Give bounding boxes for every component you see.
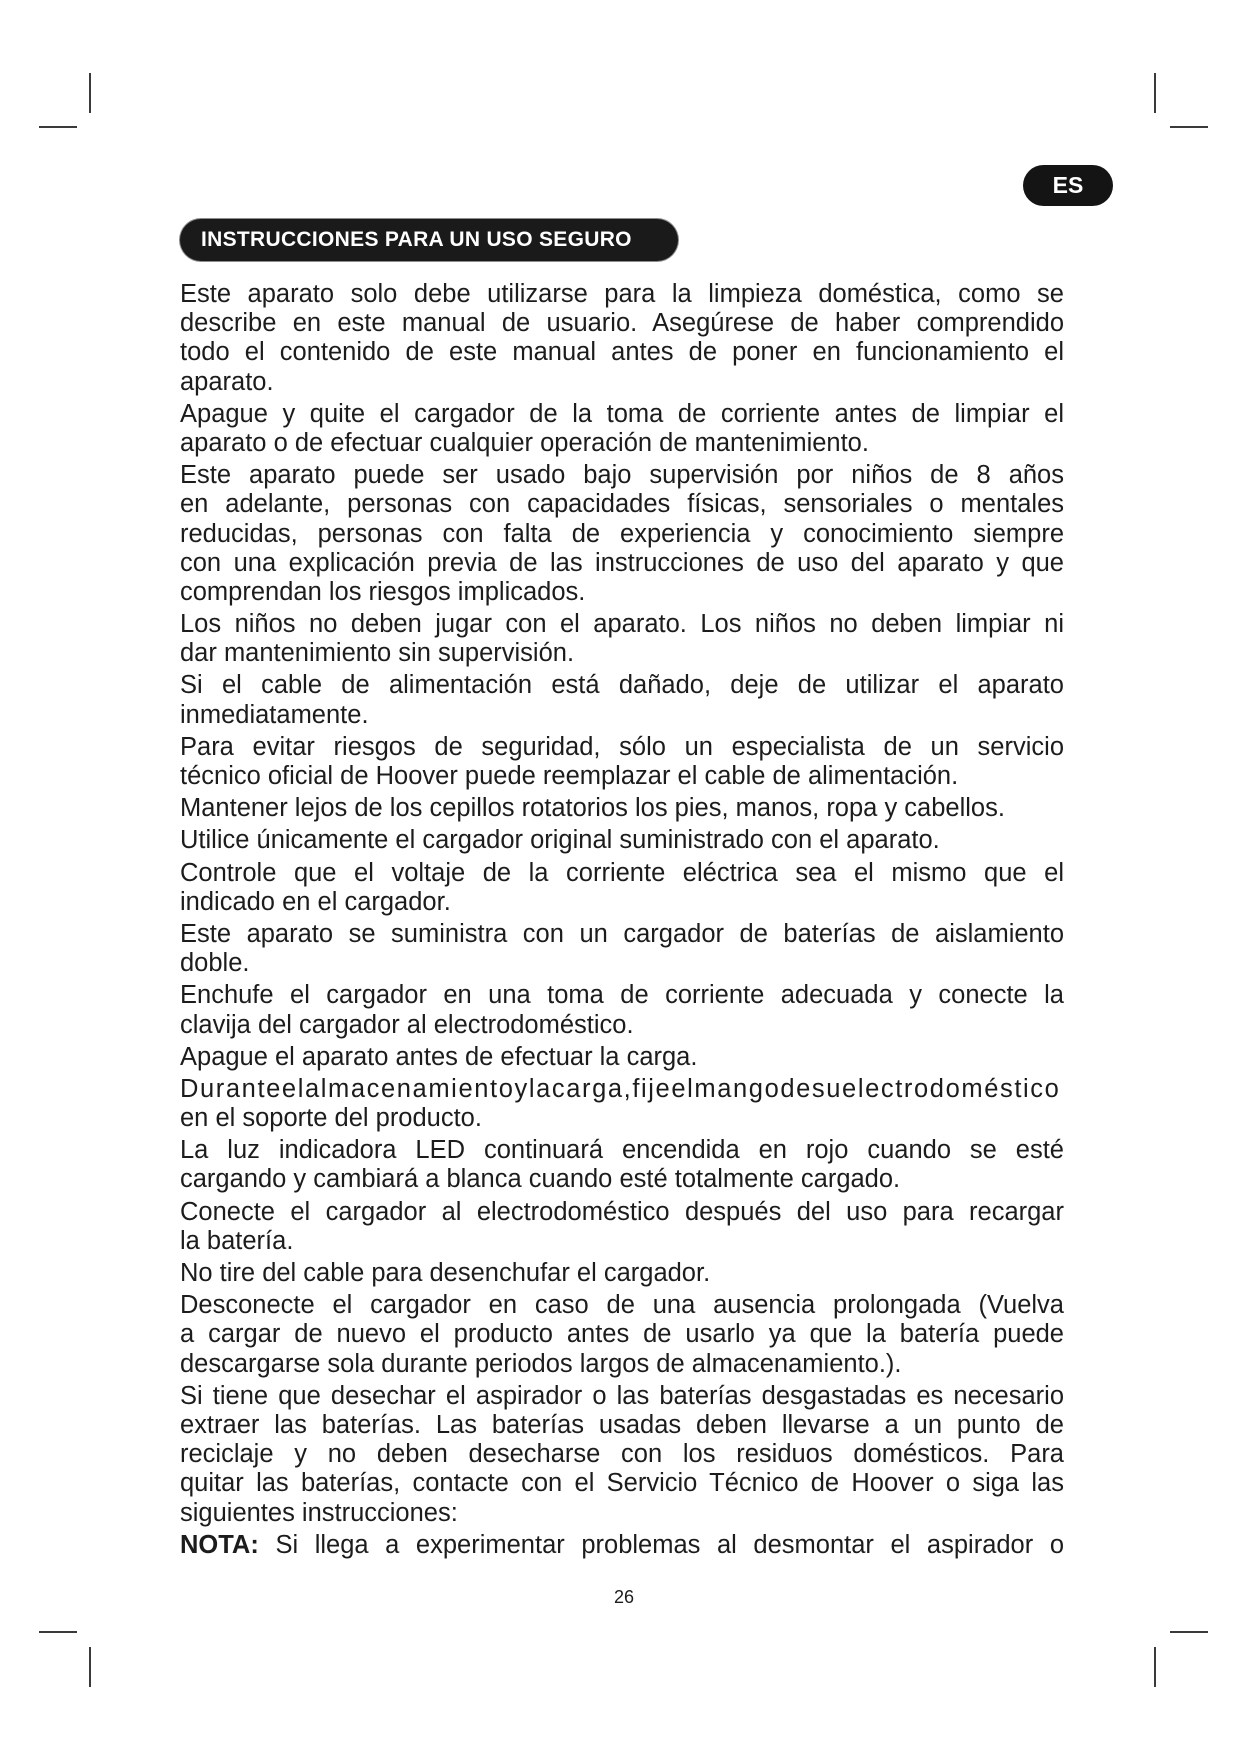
text-line: La luz indicadora LED continuará encendida en rojo cuando se esté bbox=[180, 1136, 1064, 1165]
text-line: Apague el aparato antes de efectuar la carga. bbox=[180, 1042, 698, 1071]
note-label: NOTA: bbox=[180, 1530, 259, 1559]
text-line: dar mantenimiento sin supervisión. bbox=[180, 639, 575, 668]
paragraph bbox=[180, 1259, 1064, 1288]
paragraph bbox=[180, 920, 1064, 978]
text-line: Desconecte el cargador en caso de una ausencia prolongada (Vuelva bbox=[180, 1291, 1064, 1320]
crop-mark-bottom-left-horizontal bbox=[39, 1631, 77, 1633]
paragraph bbox=[180, 671, 1064, 729]
text-line: comprendan los riesgos implicados. bbox=[180, 577, 586, 606]
text-line: Mantener lejos de los cepillos rotatorios los pies, manos, ropa y cabellos. bbox=[180, 794, 1005, 823]
text-line: extraer las baterías. Las baterías usadas deben llevarse a un punto de bbox=[180, 1410, 1064, 1439]
text-line: todo el contenido de este manual antes de poner en funcionamiento el bbox=[180, 338, 1064, 367]
paragraph bbox=[180, 1291, 1064, 1379]
text-line: con una explicación previa de las instrucciones de uso del aparato y que bbox=[180, 548, 1064, 577]
text-line: clavija del cargador al electrodoméstico. bbox=[180, 1010, 634, 1039]
paragraph bbox=[180, 1043, 1064, 1072]
text-line: Este aparato solo debe utilizarse para la limpieza doméstica, como se bbox=[180, 280, 1064, 308]
crop-mark-bottom-right-vertical bbox=[1154, 1647, 1156, 1687]
page-number: 26 bbox=[613, 1587, 635, 1607]
text-line: aparato. bbox=[180, 367, 274, 396]
text-line: Apague y quite el cargador de la toma de corriente antes de limpiar el bbox=[180, 399, 1064, 428]
crop-mark-top-right-vertical bbox=[1154, 73, 1156, 113]
crop-mark-top-right-horizontal bbox=[1170, 126, 1208, 128]
paragraph bbox=[180, 1198, 1064, 1256]
text-line: en adelante, personas con capacidades físicas, sensoriales o mentales bbox=[180, 490, 1064, 519]
crop-mark-bottom-right-horizontal bbox=[1170, 1631, 1208, 1633]
section-heading: INSTRUCCIONES PARA UN USO SEGURO bbox=[180, 219, 678, 261]
text-line: doble. bbox=[180, 949, 250, 978]
text-line: Si el cable de alimentación está dañado, deje de utilizar el aparato bbox=[180, 671, 1064, 700]
crop-mark-top-left-horizontal bbox=[39, 126, 77, 128]
paragraph bbox=[180, 794, 1064, 823]
language-badge: ES bbox=[1023, 165, 1113, 206]
text-line: Los niños no deben jugar con el aparato. Los niños no deben limpiar ni bbox=[180, 610, 1064, 639]
text-line: indicado en el cargador. bbox=[180, 887, 451, 916]
paragraph bbox=[180, 859, 1064, 917]
text-line: Este aparato se suministra con un cargador de baterías de aislamiento bbox=[180, 919, 1064, 948]
text-line: Duranteelalmacenamientoylacarga,fijeelmangodesuelectrodoméstico bbox=[180, 1074, 1061, 1103]
paragraph bbox=[180, 280, 1064, 397]
paragraph bbox=[180, 1075, 1064, 1133]
paragraph bbox=[180, 826, 1064, 855]
text-line: la batería. bbox=[180, 1226, 294, 1255]
text-line: técnico oficial de Hoover puede reemplazar el cable de alimentación. bbox=[180, 762, 959, 790]
paragraph bbox=[180, 981, 1064, 1039]
instructions-body bbox=[180, 280, 1064, 1563]
text-line: Para evitar riesgos de seguridad, sólo un especialista de un servicio bbox=[180, 732, 1064, 761]
paragraph bbox=[180, 1136, 1064, 1194]
text-line: a cargar de nuevo el producto antes de usarlo ya que la batería puede bbox=[180, 1320, 1064, 1349]
text-line: reciclaje y no deben desecharse con los residuos domésticos. Para bbox=[180, 1440, 1064, 1469]
text-line: cargando y cambiará a blanca cuando esté totalmente cargado. bbox=[180, 1165, 901, 1194]
crop-mark-bottom-left-vertical bbox=[89, 1647, 91, 1687]
text-line: Conecte el cargador al electrodoméstico después del uso para recargar bbox=[180, 1197, 1064, 1226]
crop-mark-top-left-vertical bbox=[89, 73, 91, 113]
text-line: siguientes instrucciones: bbox=[180, 1498, 458, 1527]
text-line: describe en este manual de usuario. Asegúrese de haber comprendido bbox=[180, 309, 1064, 338]
text-line: en el soporte del producto. bbox=[180, 1104, 482, 1133]
text-line: Enchufe el cargador en una toma de corriente adecuada y conecte la bbox=[180, 981, 1064, 1010]
paragraph bbox=[180, 733, 1064, 791]
text-line: aparato o de efectuar cualquier operación de mantenimiento. bbox=[180, 428, 869, 457]
text-line: Controle que el voltaje de la corriente eléctrica sea el mismo que el bbox=[180, 858, 1064, 887]
note-paragraph bbox=[180, 1531, 1064, 1560]
text-line: reducidas, personas con falta de experiencia y conocimiento siempre bbox=[180, 519, 1064, 548]
text-line: Este aparato puede ser usado bajo supervisión por niños de 8 años bbox=[180, 461, 1064, 490]
paragraph bbox=[180, 461, 1064, 607]
note-line bbox=[180, 1531, 1064, 1560]
text-line: descargarse sola durante periodos largos de almacenamiento.). bbox=[180, 1349, 902, 1378]
text-line: inmediatamente. bbox=[180, 700, 369, 729]
paragraph bbox=[180, 400, 1064, 458]
text-line: quitar las baterías, contacte con el Servicio Técnico de Hoover o siga las bbox=[180, 1469, 1064, 1498]
paragraph bbox=[180, 1382, 1064, 1528]
text-line: Utilice únicamente el cargador original suministrado con el aparato. bbox=[180, 826, 940, 855]
note-text: Si llega a experimentar problemas al desmontar el aspirador o bbox=[275, 1530, 1064, 1559]
paragraph bbox=[180, 610, 1064, 668]
text-line: Si tiene que desechar el aspirador o las baterías desgastadas es necesario bbox=[180, 1381, 1064, 1410]
text-line: No tire del cable para desenchufar el cargador. bbox=[180, 1259, 711, 1287]
